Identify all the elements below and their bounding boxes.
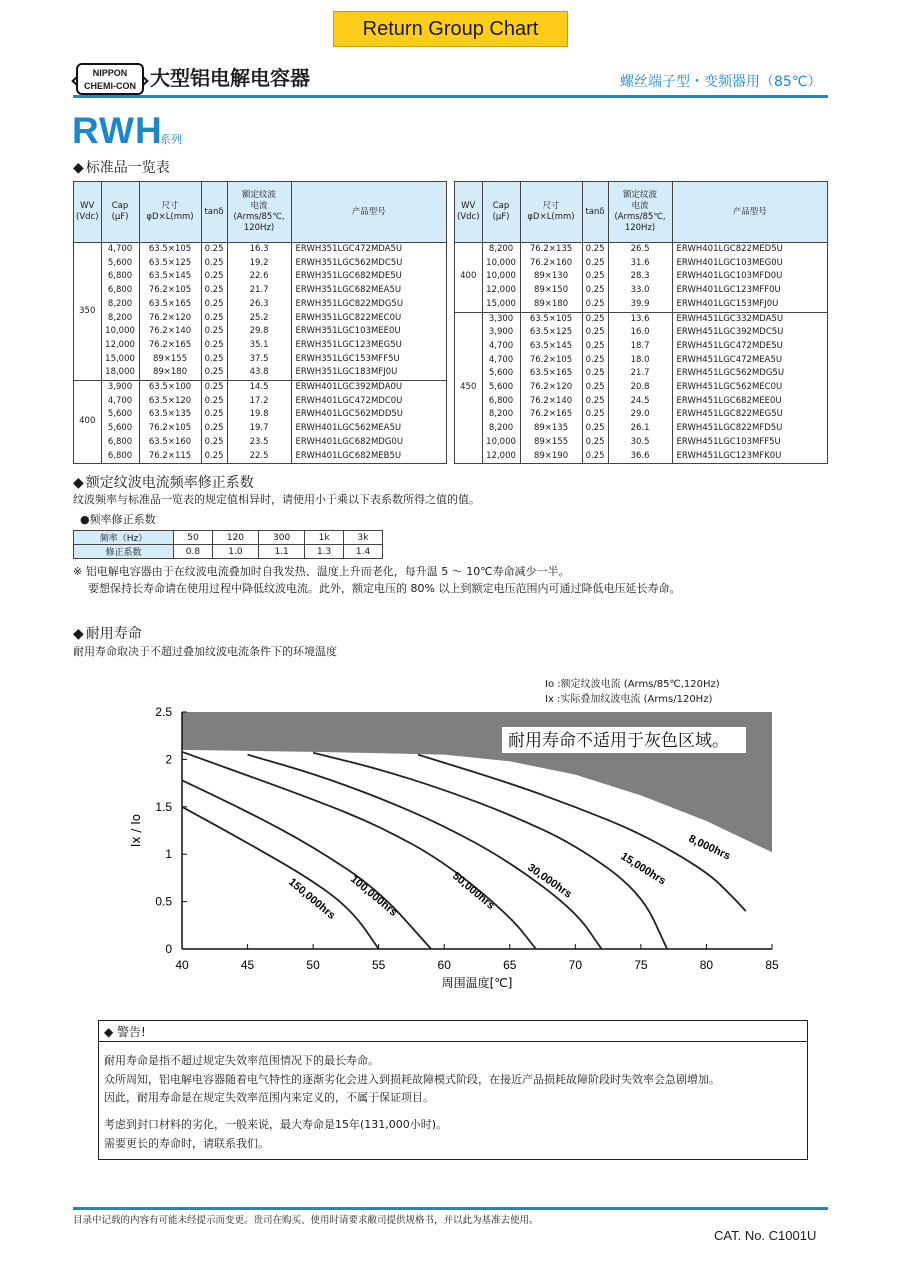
freq-cell: 300 <box>259 531 305 545</box>
table-cell: 23.5 <box>227 436 291 450</box>
table-cell: 63.5×105 <box>139 243 201 257</box>
table-cell: 5,600 <box>101 257 139 271</box>
table-cell: 18.0 <box>608 354 672 368</box>
table-cell: 36.6 <box>608 450 672 464</box>
table-cell: 12,000 <box>482 450 520 464</box>
table-cell: 8,200 <box>482 408 520 422</box>
table-cell: 5,600 <box>101 422 139 436</box>
logo-line2: CHEMI-CON <box>84 81 136 91</box>
curve-label: 150,000hrs <box>286 876 338 922</box>
table-cell: 10,000 <box>482 257 520 271</box>
table-cell: 76.2×120 <box>520 381 582 395</box>
table-cell: 33.0 <box>608 284 672 298</box>
table-cell: 20.8 <box>608 381 672 395</box>
table-cell: 39.9 <box>608 298 672 312</box>
table-cell: 0.25 <box>582 436 608 450</box>
table-cell: 28.3 <box>608 270 672 284</box>
table-header-cell: Cap (μF) <box>482 182 520 243</box>
table-cell: 0.25 <box>201 353 227 367</box>
table-cell: 19.2 <box>227 257 291 271</box>
warning-header <box>98 1020 808 1042</box>
table-cell: 0.25 <box>201 270 227 284</box>
freq-subtitle: ●频率修正系数 <box>80 513 156 526</box>
table-cell: 37.5 <box>227 353 291 367</box>
table-cell: 76.2×135 <box>520 243 582 257</box>
table-cell: 0.25 <box>201 436 227 450</box>
part-number-cell: ERWH401LGC103MEG0U <box>672 257 827 271</box>
table-cell: 15,000 <box>482 298 520 312</box>
table-cell: 13.6 <box>608 312 672 326</box>
legend-ix: Ix :实际叠加纹波电流 (Arms/120Hz) <box>545 694 713 705</box>
table-cell: 26.1 <box>608 422 672 436</box>
table-cell: 76.2×105 <box>139 422 201 436</box>
warning-line: 需要更长的寿命时，请联系我们。 <box>104 1137 269 1150</box>
x-tick-label: 80 <box>699 958 714 972</box>
table-cell: 0.25 <box>201 325 227 339</box>
table-cell: 14.5 <box>227 381 291 395</box>
freq-note-2: 要想保持长寿命请在使用过程中降低纹波电流。此外，额定电压的 80% 以上到额定电压范围内可通过降低电压延长寿命。 <box>88 582 681 595</box>
table-cell: 16.3 <box>227 243 291 257</box>
part-number-cell: ERWH451LGC392MDC5U <box>672 326 827 340</box>
page-subtitle: 螺丝端子型・变频器用（85℃） <box>620 74 822 90</box>
freq-description: 纹波频率与标准品一览表的规定值相异时，请使用小于乘以下表系数所得之值的值。 <box>73 493 480 506</box>
table-cell: 5,600 <box>101 408 139 422</box>
table-cell: 76.2×105 <box>139 284 201 298</box>
table-cell: 89×155 <box>520 436 582 450</box>
part-number-cell: ERWH401LGC562MDD5U <box>291 408 446 422</box>
table-cell: 6,800 <box>101 450 139 464</box>
table-cell: 0.25 <box>201 339 227 353</box>
x-tick-label: 45 <box>240 958 255 972</box>
table-cell: 63.5×100 <box>139 381 201 395</box>
table-cell: 5,600 <box>482 367 520 381</box>
part-number-cell: ERWH451LGC332MDA5U <box>672 312 827 326</box>
part-number-cell: ERWH351LGC153MFF5U <box>291 353 446 367</box>
table-cell: 0.25 <box>201 422 227 436</box>
table-cell: 0.25 <box>582 408 608 422</box>
table-cell: 4,700 <box>482 340 520 354</box>
part-number-cell: ERWH351LGC822MEC0U <box>291 312 446 326</box>
table-cell: 0.25 <box>582 298 608 312</box>
part-number-cell: ERWH351LGC183MFJ0U <box>291 366 446 380</box>
table-cell: 0.25 <box>582 326 608 340</box>
curve-label: 15,000hrs <box>618 850 668 888</box>
table-cell: 12,000 <box>482 284 520 298</box>
part-number-cell: ERWH451LGC562MDG5U <box>672 367 827 381</box>
factor-cell: 0.8 <box>174 545 213 559</box>
footer-note: 目录中记载的内容有可能未经提示而变更。贵司在购买、使用时请要求敝司提供规格书，并以此为基准去使用。 <box>73 1215 539 1226</box>
table-cell: 22.6 <box>227 270 291 284</box>
return-group-chart-button[interactable]: Return Group Chart <box>333 11 568 47</box>
table-cell: 0.25 <box>201 243 227 257</box>
table-cell: 24.5 <box>608 395 672 409</box>
x-tick-label: 85 <box>765 958 779 972</box>
table-cell: 6,800 <box>101 284 139 298</box>
part-number-cell: ERWH351LGC562MDC5U <box>291 257 446 271</box>
table-cell: 63.5×125 <box>139 257 201 271</box>
part-number-cell: ERWH401LGC562MEA5U <box>291 422 446 436</box>
series-code: RWH <box>72 110 163 151</box>
table-cell: 43.8 <box>227 366 291 380</box>
y-tick-label: 1.5 <box>155 799 172 814</box>
table-cell: 63.5×165 <box>520 367 582 381</box>
table-cell: 0.25 <box>201 408 227 422</box>
table-cell: 4,700 <box>101 243 139 257</box>
part-number-cell: ERWH401LGC472MDC0U <box>291 395 446 409</box>
table-cell: 22.5 <box>227 450 291 464</box>
life-section-title: ◆ 耐用寿命 <box>73 623 142 643</box>
table-cell: 76.2×105 <box>520 354 582 368</box>
x-tick-label: 75 <box>634 958 648 972</box>
x-tick-label: 65 <box>503 958 517 972</box>
logo-line1: NIPPON <box>92 68 128 78</box>
y-tick-label: 0 <box>165 942 172 956</box>
table-cell: 0.25 <box>582 284 608 298</box>
factor-row-label: 修正系数 <box>74 545 174 559</box>
table-cell: 18,000 <box>101 366 139 380</box>
warning-line: 众所周知，铝电解电容器随着电气特性的逐渐劣化会进入到损耗故障模式阶段，在接近产品损耗故障阶段时失效率会急剧增加。 <box>104 1073 720 1086</box>
table-header-cell: 产品型号 <box>672 182 827 243</box>
part-number-cell: ERWH401LGC682MEB5U <box>291 450 446 464</box>
table-header-cell: Cap (μF) <box>101 182 139 243</box>
part-number-cell: ERWH351LGC472MDA5U <box>291 243 446 257</box>
table-cell: 10,000 <box>482 270 520 284</box>
table-cell: 0.25 <box>201 312 227 326</box>
factor-cell: 1.3 <box>305 545 344 559</box>
wv-cell: 400 <box>74 381 102 464</box>
part-number-cell: ERWH451LGC822MFD5U <box>672 422 827 436</box>
table-cell: 89×190 <box>520 450 582 464</box>
table-cell: 76.2×165 <box>520 408 582 422</box>
table-cell: 4,700 <box>482 354 520 368</box>
table-cell: 26.5 <box>608 243 672 257</box>
table-cell: 0.25 <box>582 340 608 354</box>
table-cell: 63.5×165 <box>139 298 201 312</box>
table-cell: 6,800 <box>101 270 139 284</box>
x-tick-label: 50 <box>306 958 320 972</box>
y-axis-label: Ix / Io <box>129 813 143 848</box>
part-number-cell: ERWH451LGC562MEC0U <box>672 381 827 395</box>
table-header-cell: 产品型号 <box>291 182 446 243</box>
table-header-cell: 尺寸 φD×L(mm) <box>520 182 582 243</box>
table-cell: 6,800 <box>482 395 520 409</box>
table-cell: 0.25 <box>582 367 608 381</box>
part-number-cell: ERWH451LGC472MDE5U <box>672 340 827 354</box>
table-cell: 29.8 <box>227 325 291 339</box>
part-number-cell: ERWH401LGC103MFD0U <box>672 270 827 284</box>
table-cell: 0.25 <box>582 422 608 436</box>
table-cell: 3,900 <box>482 326 520 340</box>
table-cell: 76.2×140 <box>520 395 582 409</box>
table-cell: 8,200 <box>101 298 139 312</box>
wv-cell: 400 <box>455 243 483 313</box>
part-number-cell: ERWH451LGC822MEG5U <box>672 408 827 422</box>
part-number-cell: ERWH401LGC822MED5U <box>672 243 827 257</box>
table-cell: 0.25 <box>582 381 608 395</box>
table-cell: 3,900 <box>101 381 139 395</box>
series-suffix: 系列 <box>160 133 182 146</box>
table-cell: 0.25 <box>201 284 227 298</box>
table-header-cell: 额定纹波 电流 (Arms/85℃, 120Hz) <box>227 182 291 243</box>
freq-cell: 120 <box>212 531 258 545</box>
table-cell: 89×130 <box>520 270 582 284</box>
table-cell: 8,200 <box>482 243 520 257</box>
curve-label: 50,000hrs <box>450 870 497 912</box>
table-cell: 63.5×145 <box>520 340 582 354</box>
table-cell: 63.5×160 <box>139 436 201 450</box>
table-cell: 89×180 <box>139 366 201 380</box>
table-cell: 0.25 <box>582 270 608 284</box>
table-cell: 4,700 <box>101 395 139 409</box>
table-cell: 29.0 <box>608 408 672 422</box>
table-cell: 0.25 <box>582 395 608 409</box>
table-cell: 19.7 <box>227 422 291 436</box>
y-tick-label: 1 <box>165 847 172 862</box>
table-cell: 16.0 <box>608 326 672 340</box>
life-curve <box>182 780 431 949</box>
table-cell: 8,200 <box>101 312 139 326</box>
freq-cell: 3k <box>344 531 383 545</box>
freq-row-label: 频率（Hz） <box>74 531 174 545</box>
part-number-cell: ERWH401LGC123MFF0U <box>672 284 827 298</box>
warning-line: 耐用寿命是指不超过规定失效率范围情况下的最长寿命。 <box>104 1054 379 1067</box>
table-header-cell: tanδ <box>582 182 608 243</box>
table-cell: 0.25 <box>201 298 227 312</box>
spec-section-title: ◆ 标准品一览表 <box>73 157 170 177</box>
part-number-cell: ERWH401LGC392MDA0U <box>291 381 446 395</box>
table-cell: 76.2×160 <box>520 257 582 271</box>
table-header-cell: WV (Vdc) <box>455 182 483 243</box>
table-cell: 63.5×105 <box>520 312 582 326</box>
y-tick-label: 2.5 <box>155 705 172 719</box>
wv-cell: 450 <box>455 312 483 464</box>
y-tick-label: 0.5 <box>155 894 172 909</box>
table-cell: 12,000 <box>101 339 139 353</box>
part-number-cell: ERWH351LGC682MDE5U <box>291 270 446 284</box>
table-cell: 21.7 <box>227 284 291 298</box>
part-number-cell: ERWH401LGC682MDG0U <box>291 436 446 450</box>
catalog-number: CAT. No. C1001U <box>714 1228 817 1243</box>
table-cell: 15,000 <box>101 353 139 367</box>
table-cell: 0.25 <box>201 381 227 395</box>
table-cell: 89×150 <box>520 284 582 298</box>
freq-cell: 1k <box>305 531 344 545</box>
footer-divider <box>73 1207 828 1210</box>
part-number-cell: ERWH451LGC103MFF5U <box>672 436 827 450</box>
table-cell: 35.1 <box>227 339 291 353</box>
table-cell: 89×155 <box>139 353 201 367</box>
curve-label: 100,000hrs <box>348 873 400 919</box>
table-cell: 0.25 <box>582 243 608 257</box>
warning-line: 考虑到封口材料的劣化，一般来说，最大寿命是15年(131,000小时)。 <box>104 1118 448 1131</box>
table-cell: 76.2×120 <box>139 312 201 326</box>
page-title: 大型铝电解电容器 <box>150 66 310 90</box>
legend-io: Io :额定纹波电流 (Arms/85℃,120Hz) <box>545 679 720 690</box>
part-number-cell: ERWH351LGC822MDG5U <box>291 298 446 312</box>
part-number-cell: ERWH451LGC123MFK0U <box>672 450 827 464</box>
table-cell: 31.6 <box>608 257 672 271</box>
table-cell: 19.8 <box>227 408 291 422</box>
x-tick-label: 55 <box>371 958 386 972</box>
factor-cell: 1.0 <box>212 545 258 559</box>
freq-cell: 50 <box>174 531 213 545</box>
table-header-cell: WV (Vdc) <box>74 182 102 243</box>
table-cell: 0.25 <box>582 257 608 271</box>
table-cell: 0.25 <box>582 450 608 464</box>
part-number-cell: ERWH401LGC153MFJ0U <box>672 298 827 312</box>
y-tick-label: 2 <box>165 752 172 767</box>
wv-cell: 350 <box>74 243 102 381</box>
part-number-cell: ERWH451LGC472MEA5U <box>672 354 827 368</box>
table-cell: 5,600 <box>482 381 520 395</box>
table-header-cell: 额定纹波 电流 (Arms/85℃, 120Hz) <box>608 182 672 243</box>
table-cell: 3,300 <box>482 312 520 326</box>
gray-region-label: 耐用寿命不适用于灰色区域。 <box>508 731 729 751</box>
table-cell: 0.25 <box>201 450 227 464</box>
table-cell: 0.25 <box>201 257 227 271</box>
table-cell: 30.5 <box>608 436 672 450</box>
factor-cell: 1.4 <box>344 545 383 559</box>
part-number-cell: ERWH351LGC103MEE0U <box>291 325 446 339</box>
life-description: 耐用寿命取决于不超过叠加纹波电流条件下的环境温度 <box>73 645 337 658</box>
table-cell: 89×135 <box>520 422 582 436</box>
part-number-cell: ERWH451LGC682MEE0U <box>672 395 827 409</box>
table-cell: 10,000 <box>482 436 520 450</box>
x-tick-label: 60 <box>437 958 451 972</box>
x-axis-label: 周围温度[℃] <box>441 976 513 990</box>
curve-label: 8,000hrs <box>686 832 733 863</box>
table-cell: 0.25 <box>582 312 608 326</box>
table-cell: 0.25 <box>201 395 227 409</box>
warning-title: ◆ 警告! <box>104 1025 146 1039</box>
table-cell: 10,000 <box>101 325 139 339</box>
warning-line: 因此，耐用寿命是在规定失效率范围内来定义的，不属于保证项目。 <box>104 1091 434 1104</box>
table-cell: 21.7 <box>608 367 672 381</box>
factor-cell: 1.1 <box>259 545 305 559</box>
table-cell: 76.2×140 <box>139 325 201 339</box>
table-cell: 8,200 <box>482 422 520 436</box>
table-cell: 63.5×120 <box>139 395 201 409</box>
table-header-cell: 尺寸 φD×L(mm) <box>139 182 201 243</box>
table-header-cell: tanδ <box>201 182 227 243</box>
table-cell: 26.3 <box>227 298 291 312</box>
table-cell: 18.7 <box>608 340 672 354</box>
table-cell: 76.2×165 <box>139 339 201 353</box>
freq-section-title: ◆ 额定纹波电流频率修正系数 <box>73 472 254 492</box>
freq-note-1: ※ 铝电解电容器由于在纹波电流叠加时自我发热、温度上升而老化，每升温 5 ～ 10℃寿命减少一半。 <box>73 565 570 578</box>
x-tick-label: 40 <box>175 958 189 972</box>
table-cell: 63.5×145 <box>139 270 201 284</box>
table-cell: 76.2×115 <box>139 450 201 464</box>
table-cell: 89×180 <box>520 298 582 312</box>
table-cell: 6,800 <box>101 436 139 450</box>
table-cell: 63.5×125 <box>520 326 582 340</box>
part-number-cell: ERWH351LGC123MEG5U <box>291 339 446 353</box>
table-cell: 0.25 <box>201 366 227 380</box>
table-cell: 17.2 <box>227 395 291 409</box>
table-cell: 63.5×135 <box>139 408 201 422</box>
part-number-cell: ERWH351LGC682MEA5U <box>291 284 446 298</box>
table-cell: 0.25 <box>582 354 608 368</box>
life-curve <box>182 752 536 949</box>
table-cell: 25.2 <box>227 312 291 326</box>
x-tick-label: 70 <box>568 958 583 972</box>
curve-label: 30,000hrs <box>525 861 574 901</box>
